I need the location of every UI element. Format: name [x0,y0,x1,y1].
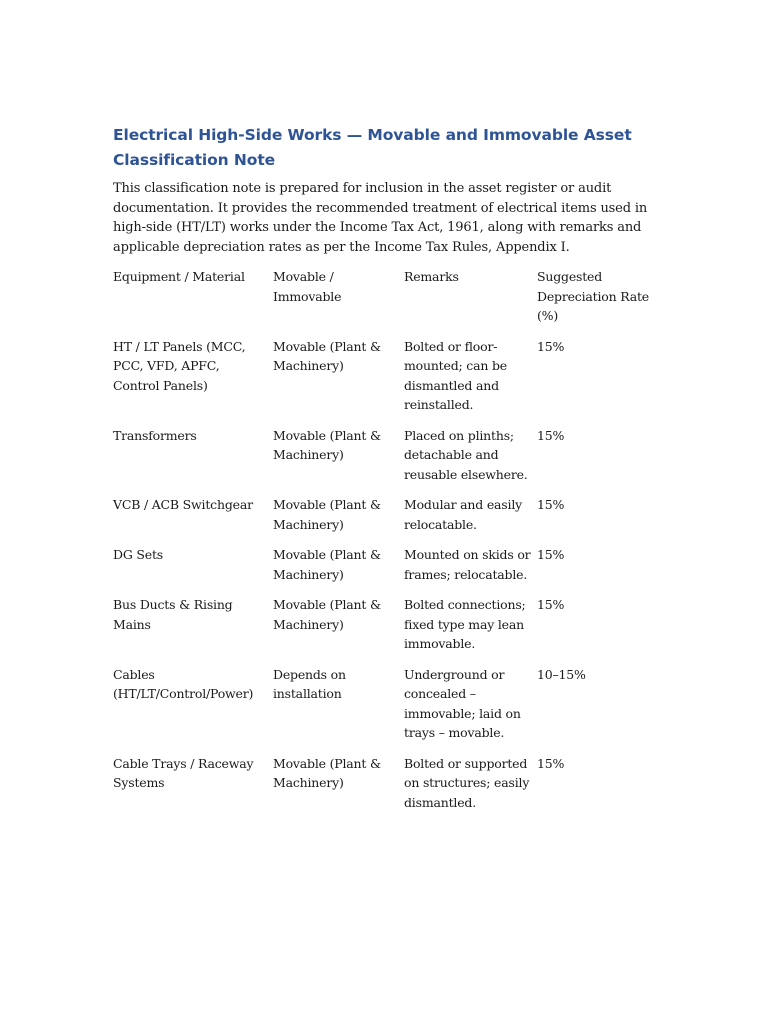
table-row [113,754,661,824]
intro-paragraph: This classification note is prepared for inclusion in the asset register or audit documentation. It provides the recommended treatment of electrical items used in high-side (HT/LT) works under the Income Tax Act, 1961, along with remarks and applicable depreciation rates as per the Income Tax Rules, Appendix I. [113,181,648,255]
cell-equipment: Cable Trays / Raceway Systems [113,755,254,790]
cell-rate: 15% [537,755,565,771]
header-movable-immovable: Movable / Immovable [273,269,342,304]
document-page [113,123,658,823]
cell-classification: Movable (Plant & Machinery) [273,497,381,532]
cell-rate: 10–15% [537,666,586,682]
header-remarks: Remarks [404,269,459,284]
cell-remarks: Modular and easily relocatable. [404,497,522,532]
table-row [113,337,661,426]
table-header-row [113,267,661,337]
cell-remarks: Bolted or floor-mounted; can be dismantled and reinstalled. [404,338,507,412]
cell-remarks: Placed on plinths; detachable and reusable elsewhere. [404,427,528,482]
cell-remarks: Mounted on skids or frames; relocatable. [404,547,531,582]
cell-classification: Depends on installation [273,666,346,701]
cell-equipment: HT / LT Panels (MCC, PCC, VFD, APFC, Control Panels) [113,338,246,393]
document-title: Electrical High-Side Works — Movable and Immovable Asset Classification Note [113,126,632,169]
cell-equipment: Transformers [113,427,197,443]
cell-classification: Movable (Plant & Machinery) [273,427,381,462]
cell-classification: Movable (Plant & Machinery) [273,338,381,373]
cell-equipment: Cables (HT/LT/Control/Power) [113,666,254,701]
cell-rate: 15% [537,427,565,443]
table-row [113,426,661,496]
table-row [113,495,661,545]
cell-equipment: Bus Ducts & Rising Mains [113,597,233,632]
cell-classification: Movable (Plant & Machinery) [273,755,381,790]
table-row [113,595,661,665]
cell-rate: 15% [537,547,565,562]
cell-rate: 15% [537,597,565,612]
cell-classification: Movable (Plant & Machinery) [273,597,381,632]
cell-classification: Movable (Plant & Machinery) [273,547,381,582]
cell-rate: 15% [537,338,565,354]
cell-equipment: VCB / ACB Switchgear [113,497,253,512]
asset-classification-table [113,267,661,823]
table-row [113,545,661,595]
table-row [113,665,661,754]
header-equipment: Equipment / Material [113,269,245,284]
cell-remarks: Underground or concealed – immovable; laid on trays – movable. [404,666,521,740]
cell-rate: 15% [537,497,565,512]
cell-remarks: Bolted or supported on structures; easily dismantled. [404,755,530,810]
cell-equipment: DG Sets [113,547,163,562]
header-depreciation-rate: Suggested Depreciation Rate (%) [537,269,649,323]
cell-remarks: Bolted connections; fixed type may lean immovable. [404,597,526,651]
